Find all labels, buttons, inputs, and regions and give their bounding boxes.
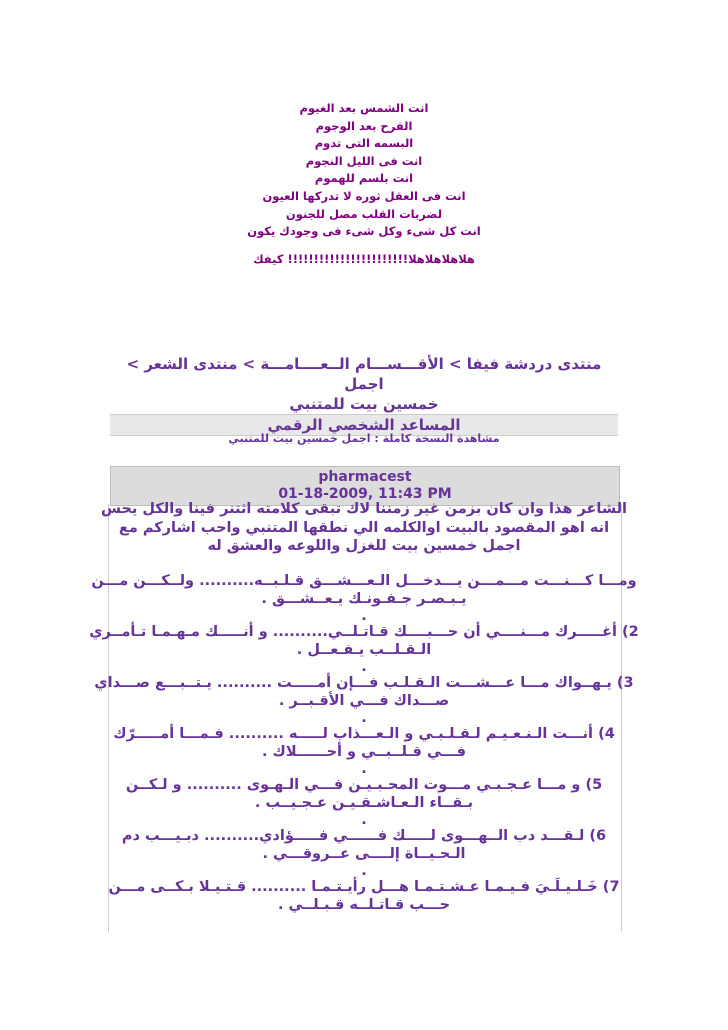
post-date: 01-18-2009, 11:43 PM: [278, 486, 452, 502]
poem-line: البسمه التى تدوم: [314, 136, 414, 151]
page-subtitle: المساعد الشخصي الرقمي: [110, 414, 618, 436]
verse: [0, 827, 728, 878]
poem-closing: هلاهلاهلاهلا!!!!!!!!!!!!!!!!!!!!!!! كيفك: [253, 251, 475, 266]
post-author[interactable]: pharmacest: [318, 469, 412, 485]
verse-dot: .: [361, 862, 367, 879]
verse-line: 6) لـقـــد دب الــهـــوى لـــــك فــــــي فـــــؤادي.......... دبـيـــب دم: [121, 827, 607, 844]
poem-line: انت فى الليل النجوم: [305, 153, 423, 168]
verse: [0, 623, 728, 674]
verse: [0, 674, 728, 725]
verse-line: 4) أنـــت الـنـعـيـم لـقـلـبـي و الـعـــذاب لـــــه .......... فـمـــا أمـــــرّك: [113, 725, 615, 742]
verse-line: الـقـلــب يـفـعــل .: [296, 642, 432, 658]
poem-line: انت فى العقل ثوره لا تدركها العيون: [262, 188, 466, 203]
verse-line: الـحـيــاة إلــــى عــروقـــي .: [262, 846, 466, 862]
verse-dot: .: [361, 760, 367, 777]
verse-line: بـقــاء الـعـاشـقـيـن عـجـيــب .: [254, 795, 474, 811]
thread-header: [110, 354, 618, 436]
verse: [0, 725, 728, 776]
poem-line: انت بلسم للهموم: [314, 171, 414, 186]
verse-dot: .: [361, 811, 367, 828]
verse-line: يـبـصـر جـفـونـك يـعــشـــق .: [261, 591, 467, 607]
verse-line: فـــي قـلــبــي و أحــــــلاك .: [262, 744, 466, 760]
full-version-link[interactable]: مشاهدة النسخة كاملة : اجمل خمسين بيت للمتنبي: [228, 432, 500, 445]
verse-dot: .: [361, 607, 367, 624]
verse-line: 2) أغـــــرك مـــنــــي أن حـــبــــك قـاتـلــي.......... و أنـــــك مـهـمـا تـأمــري: [89, 623, 639, 640]
verse-line: 3) يـهــواك مـــا عـــشـــت الـقـلـب فـــإن أمـــــت .......... يـتــبـــع صـــداي: [94, 674, 634, 691]
poem-line: لضربات القلب مصل للجنون: [285, 206, 443, 221]
verse-line: صـــداك فـــي الأقـبــر .: [278, 693, 450, 709]
verse-dot: .: [361, 658, 367, 675]
breadcrumb-line[interactable]: منتدى دردشة فيفا > الأقـــســـام الــعــــامـــة > منتدى الشعر > اجمل: [126, 355, 602, 393]
verse: [0, 878, 728, 915]
post-content: [0, 500, 728, 915]
verse-line: حـــب قـاتـلــه قـبـلــي .: [277, 897, 451, 913]
verse-line: 7) خَـلـيـلَـيَ فـيـمـا عـشـتـمـا هـــل رأيـتـمـا .......... قـتـيـلا بـكــى مـــن: [108, 878, 620, 895]
poem-block: [180, 100, 548, 268]
verse-dot: .: [361, 709, 367, 726]
poem-line: الفرح بعد الوجوم: [315, 118, 413, 133]
poem-line: انت كل شىء وكل شىء فى وجودك يكون: [247, 224, 481, 239]
poem-line: انت الشمس بعد الغيوم: [299, 101, 429, 115]
breadcrumb[interactable]: [110, 354, 618, 414]
intro-line: انه اهو المقصود بالبيت اوالكلمه الي نطقها المتنبي واحب اشاركم مع: [118, 519, 610, 536]
intro-line: اجمل خمسين بيت للغزل واللوعه والعشق له: [207, 538, 521, 554]
verse-line: 5) و مـــا عـجـبـي مـــوت المحـبـيـن فـــي الـهـوى .......... و لـكــن: [125, 776, 603, 793]
post-intro: [0, 500, 728, 556]
verse: [0, 776, 728, 827]
breadcrumb-line[interactable]: خمسين بيت للمتنبي: [289, 395, 439, 413]
verse-line: ومـــا كـــنـــت مـــمـــن يـــدخـــل الـعـــشـــق قـلـبــه.......... ولــكـــن مـــن: [91, 572, 637, 589]
intro-line: الشاعر هذا وان كان بزمن غير زمننا لاك تبقى كلامته اثتنر فينا والكل يحس: [100, 501, 628, 517]
verse: [0, 572, 728, 623]
